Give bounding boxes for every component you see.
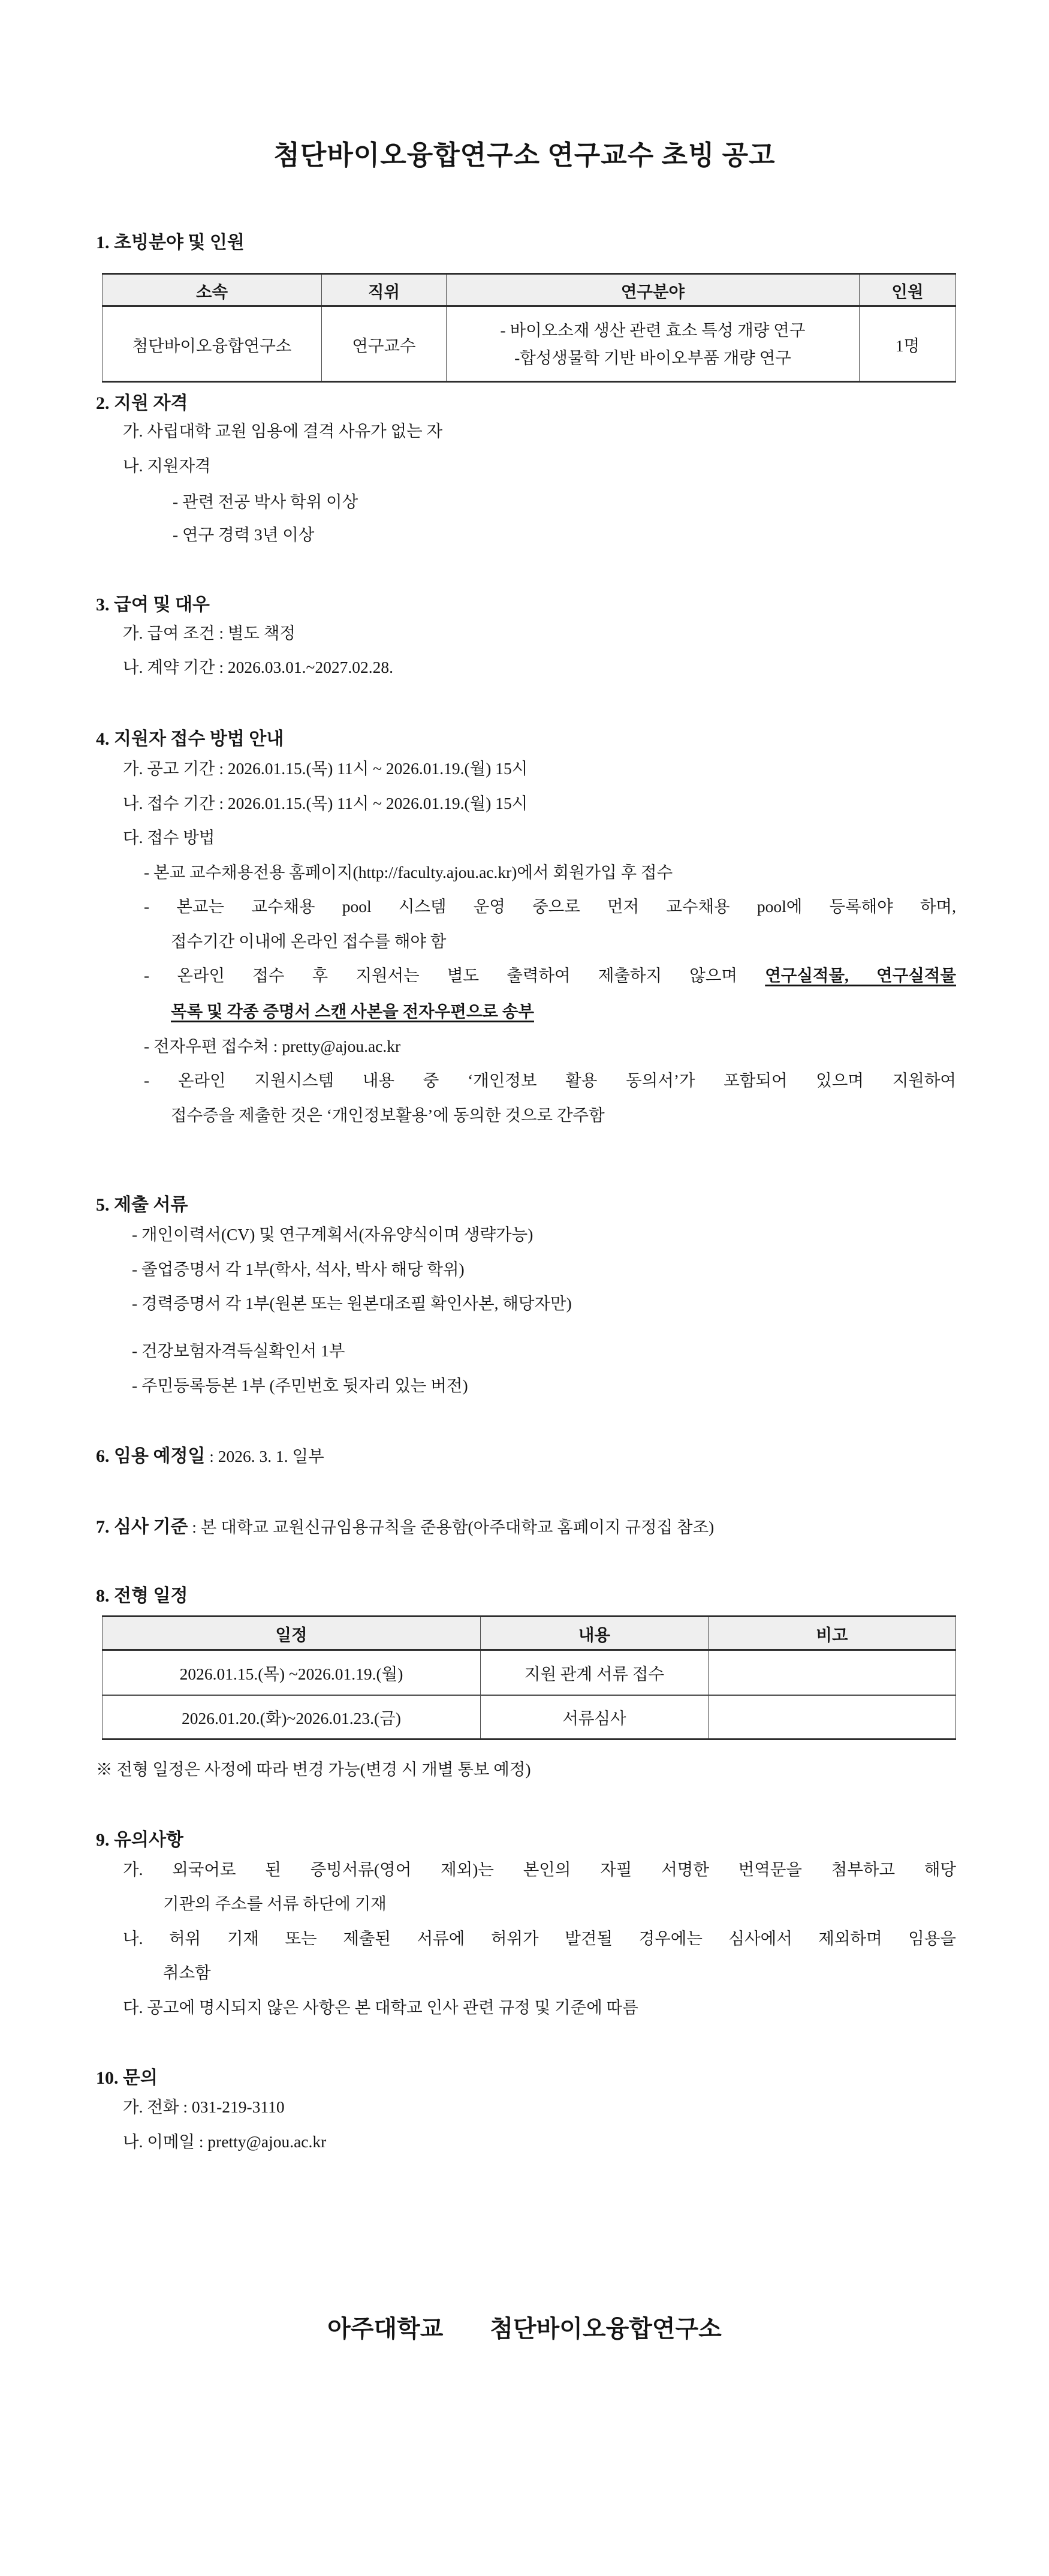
col-header-remarks: 비고 — [709, 1617, 956, 1650]
col-header-affiliation: 소속 — [103, 274, 322, 306]
list-item: 나. 지원자격 — [123, 456, 211, 475]
cell-content: 서류심사 — [481, 1695, 709, 1740]
section-1-heading: 1. 초빙분야 및 인원 — [96, 233, 245, 252]
section-3-heading: 3. 급여 및 대우 — [96, 595, 210, 615]
col-header-research-field: 연구분야 — [447, 274, 860, 306]
cell-headcount: 1명 — [860, 306, 956, 382]
section-8-heading: 8. 전형 일정 — [96, 1586, 188, 1606]
col-header-content: 내용 — [481, 1617, 709, 1650]
section-7-line — [96, 1515, 714, 1540]
cell-remarks — [709, 1650, 956, 1695]
section-7-heading: 7. 심사 기준 — [96, 1517, 188, 1537]
cell-research-field — [447, 306, 860, 382]
cell-remarks — [709, 1695, 956, 1740]
list-item: - 전자우편 접수처 : pretty@ajou.ac.kr — [144, 1037, 401, 1055]
footer — [0, 2313, 1049, 2345]
list-item: 접수증을 제출한 것은 ‘개인정보활용’에 동의한 것으로 간주함 — [171, 1106, 605, 1124]
list-item: 취소함 — [163, 1963, 211, 1982]
recruit-table — [102, 273, 956, 383]
list-item: 가. 사립대학 교원 임용에 결격 사유가 없는 자 — [123, 422, 443, 440]
section-7-value: : 본 대학교 교원신규임용규칙을 준용함(아주대학교 홈페이지 규정집 참조) — [188, 1518, 715, 1536]
section-2-heading: 2. 지원 자격 — [96, 393, 188, 413]
list-item: - 관련 전공 박사 학위 이상 — [173, 492, 358, 511]
emphasized-text: 목록 및 각종 증명서 스캔 사본을 전자우편으로 송부 — [171, 1002, 534, 1021]
schedule-table-wrap — [102, 1615, 956, 1740]
list-item: 나. 허위 기재 또는 제출된 서류에 허위가 발견될 경우에는 심사에서 제외하며 임용을 — [123, 1929, 956, 1948]
list-item: - 개인이력서(CV) 및 연구계획서(자유양식이며 생략가능) — [132, 1225, 533, 1244]
list-item: 가. 급여 조건 : 별도 책정 — [123, 624, 296, 642]
cell-period: 2026.01.15.(목) ~2026.01.19.(월) — [103, 1650, 481, 1695]
list-item: 가. 외국어로 된 증빙서류(영어 제외)는 본인의 자필 서명한 번역문을 첨부하고 해당 — [123, 1860, 956, 1879]
list-item: - 졸업증명서 각 1부(학사, 석사, 박사 해당 학위) — [132, 1260, 465, 1278]
schedule-table-header-row — [103, 1617, 956, 1650]
emphasized-text: 연구실적물, 연구실적물 — [765, 966, 956, 985]
list-item: 가. 전화 : 031-219-3110 — [123, 2097, 285, 2116]
col-header-schedule: 일정 — [103, 1617, 481, 1650]
list-item: 다. 공고에 명시되지 않은 사항은 본 대학교 인사 관련 규정 및 기준에 따름 — [123, 1998, 638, 2017]
list-item-text: - 온라인 접수 후 지원서는 별도 출력하여 제출하지 않으며 — [144, 966, 765, 985]
col-header-position: 직위 — [322, 274, 447, 306]
list-item: 기관의 주소를 서류 하단에 기재 — [163, 1894, 387, 1913]
list-item: 나. 계약 기간 : 2026.03.01.~2027.02.28. — [123, 658, 393, 676]
list-item: - 본교는 교수채용 pool 시스템 운영 중으로 먼저 교수채용 pool에 등록해야 하며, — [144, 897, 956, 916]
table-row — [103, 1650, 956, 1695]
schedule-table — [102, 1615, 956, 1740]
list-item: - 건강보험자격득실확인서 1부 — [132, 1341, 345, 1360]
schedule-change-note: ※ 전형 일정은 사정에 따라 변경 가능(변경 시 개별 통보 예정) — [96, 1760, 531, 1778]
list-item — [171, 1000, 534, 1022]
research-field-line1: - 바이오소재 생산 관련 효소 특성 개량 연구 — [500, 321, 806, 340]
table-row — [103, 1695, 956, 1740]
list-item: - 주민등록등본 1부 (주민번호 뒷자리 있는 버전) — [132, 1376, 468, 1395]
list-item: - 본교 교수채용전용 홈페이지(http://faculty.ajou.ac.kr)에서 회원가입 후 접수 — [144, 863, 673, 881]
section-4-heading: 4. 지원자 접수 방법 안내 — [96, 729, 284, 749]
list-item: - 온라인 지원시스템 내용 중 ‘개인정보 활용 동의서’가 포함되어 있으며 지원하여 — [144, 1071, 956, 1090]
footer-institute-name: 첨단바이오융합연구소 — [490, 2315, 722, 2342]
recruit-table-wrap — [102, 273, 956, 383]
list-item: 가. 공고 기간 : 2026.01.15.(목) 11시 ~ 2026.01.19.(월) 15시 — [123, 759, 528, 778]
col-header-headcount: 인원 — [860, 274, 956, 306]
list-item: - 경력증명서 각 1부(원본 또는 원본대조필 확인사본, 해당자만) — [132, 1294, 572, 1313]
section-6-value: : 2026. 3. 1. 일부 — [205, 1447, 324, 1465]
section-5-heading: 5. 제출 서류 — [96, 1195, 188, 1215]
section-6-heading: 6. 임용 예정일 — [96, 1446, 206, 1466]
cell-affiliation: 첨단바이오융합연구소 — [103, 306, 322, 382]
list-item: 다. 접수 방법 — [123, 828, 215, 847]
table-row — [103, 306, 956, 382]
cell-content: 지원 관계 서류 접수 — [481, 1650, 709, 1695]
recruit-table-header-row — [103, 274, 956, 306]
page-title: 첨단바이오융합연구소 연구교수 초빙 공고 — [273, 140, 776, 170]
footer-university-name: 아주대학교 — [327, 2315, 444, 2342]
research-field-line2: -합성생물학 기반 바이오부품 개량 연구 — [514, 348, 791, 367]
section-10-heading: 10. 문의 — [96, 2068, 158, 2088]
list-item: 나. 이메일 : pretty@ajou.ac.kr — [123, 2132, 327, 2151]
cell-period: 2026.01.20.(화)~2026.01.23.(금) — [103, 1695, 481, 1740]
list-item — [144, 964, 956, 986]
list-item: 나. 접수 기간 : 2026.01.15.(목) 11시 ~ 2026.01.19.(월) 15시 — [123, 794, 528, 812]
section-9-heading: 9. 유의사항 — [96, 1830, 183, 1850]
list-item: 접수기간 이내에 온라인 접수를 해야 함 — [171, 932, 447, 950]
list-item: - 연구 경력 3년 이상 — [173, 525, 315, 544]
section-6-line — [96, 1445, 324, 1469]
cell-position: 연구교수 — [322, 306, 447, 382]
